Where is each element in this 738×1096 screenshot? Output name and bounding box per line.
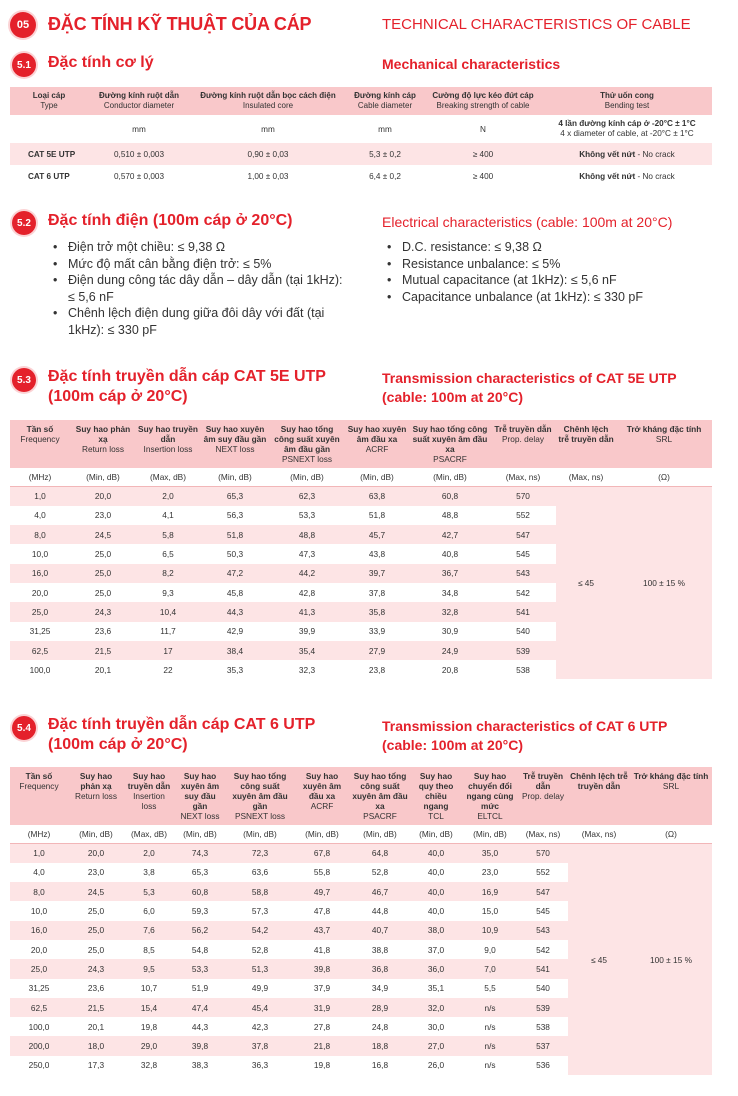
table-cell: n/s	[462, 998, 518, 1017]
table-header: Suy hao tổng công suất xuyên âm đầu gần PSNEXT loss	[270, 420, 344, 468]
list-item: • D.C. resistance: ≤ 9,38 Ω	[382, 239, 712, 256]
table-cell: 16,9	[462, 882, 518, 901]
unit-cell: (Max, ns)	[490, 468, 556, 487]
table-cell: 539	[490, 641, 556, 660]
table-header: Suy hao phản xạ Return loss	[70, 420, 136, 468]
table-cell: 37,8	[368, 587, 386, 598]
list-item: • Điện trở một chiều: ≤ 9,38 Ω	[48, 239, 348, 256]
table-cell: 20,1	[94, 664, 112, 675]
table-cell: 47,4	[174, 998, 226, 1017]
table-cell: 539	[518, 998, 568, 1017]
table-cell: 38,4	[200, 641, 270, 660]
impedance-value: 100 ± 15 %	[630, 844, 712, 1076]
table-cell: 44,3	[191, 1021, 209, 1032]
section-title-en: TECHNICAL CHARACTERISTICS OF CABLE	[382, 16, 691, 33]
table-cell: 8,5	[143, 944, 155, 955]
table-cell: 42,8	[298, 587, 316, 598]
cat5-title-vn: Đặc tính truyền dẫn cáp CAT 5E UTP (100m cáp ở 20°C)	[48, 368, 326, 405]
section-title-vn: ĐẶC TÍNH KỸ THUẬT CỦA CÁP	[48, 14, 312, 34]
table-cell: 64,8	[350, 844, 410, 863]
table-cell: 40,8	[441, 549, 459, 560]
table-cell: 62,5	[10, 641, 70, 660]
table-cell: 200,0	[10, 1036, 68, 1055]
table-cell: 547	[518, 882, 568, 901]
table-cell: 32,0	[410, 998, 462, 1017]
table-cell: 538	[516, 664, 530, 675]
table-header: Trễ truyền dẫn Prop. delay	[490, 420, 556, 468]
table-cell: 63,8	[344, 487, 410, 506]
cat5-title-en: Transmission characteristics of CAT 5E UTP (cable: 100m at 20°C)	[382, 370, 677, 405]
table-cell: 6,0	[143, 906, 155, 917]
unit-cell: (Max, dB)	[124, 825, 174, 844]
table-cell: 15,4	[124, 998, 174, 1017]
table-cell: 25,0	[94, 549, 112, 560]
table-cell: 40,0	[410, 844, 462, 863]
unit-cell: (Min, dB)	[350, 825, 410, 844]
table-cell: 43,7	[294, 921, 350, 940]
table-cell: 25,0	[70, 564, 136, 583]
table-cell: 24,3	[70, 602, 136, 621]
table-cell: 33,9	[368, 626, 386, 637]
table-cell: 60,8	[174, 882, 226, 901]
cat5-transmission-table	[10, 420, 712, 679]
table-cell: n/s	[484, 1021, 496, 1032]
table-cell: 41,3	[270, 602, 344, 621]
table-cell: 21,8	[294, 1036, 350, 1055]
section-badge-05: 05	[10, 12, 36, 38]
unit-cell: (Min, dB)	[68, 825, 124, 844]
table-cell: 30,0	[427, 1021, 445, 1032]
table-cell: 5,5	[484, 983, 496, 994]
table-cell: 45,7	[344, 525, 410, 544]
table-cell: 29,0	[124, 1036, 174, 1055]
table-cell: 54,2	[226, 921, 294, 940]
table-cell: 25,0	[68, 921, 124, 940]
table-cell: 36,3	[251, 1060, 269, 1071]
table-cell: 60,8	[410, 487, 490, 506]
mech-title-vn: Đặc tính cơ lý	[48, 54, 154, 71]
mech-header: Đường kính ruột dẫn bọc cách điện Insulated core	[190, 87, 346, 115]
table-cell: 21,5	[70, 641, 136, 660]
table-cell: 1,0	[10, 487, 70, 506]
table-cell: 10,0	[30, 906, 48, 917]
table-cell: 20,0	[31, 587, 49, 598]
table-cell: 38,8	[371, 944, 389, 955]
table-cell: 5,8	[136, 525, 200, 544]
table-cell: 4,0	[33, 867, 45, 878]
unit-cell: (MHz)	[10, 825, 68, 844]
unit-cell: (Min, dB)	[294, 825, 350, 844]
table-cell: 9,5	[124, 959, 174, 978]
mech-header: Cường độ lực kéo đứt cáp Breaking strength of cable	[424, 87, 542, 115]
unit-cell: (Min, dB)	[462, 825, 518, 844]
table-cell: n/s	[484, 1060, 496, 1071]
table-header: Chênh lệch trễ truyền dẫn	[568, 767, 630, 825]
table-cell: 11,7	[160, 626, 176, 637]
table-cell: 7,6	[124, 921, 174, 940]
table-cell: 541	[490, 602, 556, 621]
table-cell: 36,7	[410, 564, 490, 583]
table-header: Suy hao quy theo chiều ngang TCL	[410, 767, 462, 825]
table-cell: 25,0	[10, 602, 70, 621]
table-cell: 50,3	[226, 549, 244, 560]
subsection-badge-5-1: 5.1	[12, 53, 36, 77]
table-header: Tần số Frequency	[10, 420, 70, 468]
table-header: Trở kháng đặc tính SRL	[616, 420, 712, 468]
table-cell: 32,8	[140, 1060, 158, 1071]
table-cell: 538	[536, 1021, 550, 1032]
list-item: • Resistance unbalance: ≤ 5%	[382, 256, 712, 273]
unit-cell: (Min, dB)	[174, 825, 226, 844]
table-cell: 58,8	[226, 882, 294, 901]
table-cell: 26,0	[427, 1060, 445, 1071]
table-cell: 24,9	[410, 641, 490, 660]
table-cell: 24,5	[68, 882, 124, 901]
table-cell: 542	[536, 944, 550, 955]
table-cell: 65,3	[200, 487, 270, 506]
table-cell: 72,3	[226, 844, 294, 863]
cat6-transmission-table	[10, 767, 712, 1075]
table-cell: 24,3	[68, 959, 124, 978]
subsection-badge-5-2: 5.2	[12, 211, 36, 235]
table-cell: 47,2	[200, 564, 270, 583]
table-cell: 545	[516, 549, 530, 560]
table-cell: 40,7	[350, 921, 410, 940]
table-cell: 31,25	[28, 983, 50, 994]
unit-cell: (Max, ns)	[556, 468, 616, 487]
table-cell: 20,1	[87, 1021, 105, 1032]
table-cell: 19,8	[313, 1060, 331, 1071]
table-cell: 51,8	[200, 525, 270, 544]
elec-list-vn	[48, 239, 348, 338]
table-cell: 56,3	[226, 510, 244, 521]
table-cell: 23,0	[87, 867, 105, 878]
table-cell: 49,9	[251, 983, 269, 994]
table-cell: 8,2	[136, 564, 200, 583]
table-row: CAT 6 UTP 0,570 ± 0,003 1,00 ± 0,03 6,4 ± 0,2 ≥ 400 Không vết nứt - No crack	[28, 171, 675, 181]
unit-cell: (Min, dB)	[200, 468, 270, 487]
table-cell: 10,9	[462, 921, 518, 940]
table-cell: 39,8	[174, 1036, 226, 1055]
table-cell: 8,0	[10, 525, 70, 544]
table-cell: 17,3	[87, 1060, 105, 1071]
table-cell: 25,0	[87, 944, 105, 955]
table-cell: 25,0	[87, 906, 105, 917]
table-cell: 18,8	[350, 1036, 410, 1055]
table-cell: 22	[163, 664, 173, 675]
unit-cell: (Ω)	[616, 468, 712, 487]
mechanical-table	[10, 87, 712, 187]
table-cell: 48,8	[441, 510, 459, 521]
table-cell: 10,7	[140, 983, 158, 994]
table-cell: 38,0	[410, 921, 462, 940]
table-cell: 547	[490, 525, 556, 544]
table-cell: 65,3	[191, 867, 209, 878]
table-cell: 45,4	[226, 998, 294, 1017]
table-cell: 56,2	[174, 921, 226, 940]
table-cell: 40,0	[427, 906, 445, 917]
table-cell: 24,8	[371, 1021, 389, 1032]
list-item: • Mutual capacitance (at 1kHz): ≤ 5,6 nF	[382, 272, 712, 289]
table-cell: 35,0	[462, 844, 518, 863]
table-cell: n/s	[462, 1036, 518, 1055]
table-row	[10, 487, 712, 506]
mech-header: Thử uốn cong Bending test	[542, 87, 712, 115]
table-cell: 37,0	[427, 944, 445, 955]
table-cell: 40,0	[427, 867, 445, 878]
table-cell: 4,0	[34, 510, 46, 521]
table-cell: 543	[518, 921, 568, 940]
table-cell: 39,8	[294, 959, 350, 978]
table-cell: 8,0	[10, 882, 68, 901]
table-cell: 20,0	[70, 487, 136, 506]
table-header: Suy hao truyền dẫn Insertion loss	[136, 420, 200, 468]
unit-cell: (Min, dB)	[226, 825, 294, 844]
table-cell: 20,0	[30, 944, 48, 955]
table-cell: 44,2	[270, 564, 344, 583]
table-cell: 1,0	[10, 844, 68, 863]
table-cell: 2,0	[136, 487, 200, 506]
table-cell: 570	[490, 487, 556, 506]
table-cell: 37,8	[226, 1036, 294, 1055]
skew-value: ≤ 45	[568, 844, 630, 1076]
table-cell: 37,9	[313, 983, 331, 994]
table-cell: 18,0	[68, 1036, 124, 1055]
table-cell: 41,8	[313, 944, 331, 955]
table-cell: 67,8	[294, 844, 350, 863]
table-cell: 23,8	[368, 664, 386, 675]
elec-list-en	[382, 239, 712, 305]
unit-cell: mm	[261, 124, 275, 134]
table-cell: 543	[490, 564, 556, 583]
table-cell: 540	[536, 983, 550, 994]
unit-cell: mm	[378, 124, 392, 134]
table-header: Suy hao xuyên âm suy đầu gần NEXT loss	[174, 767, 226, 825]
table-cell: 4,1	[162, 510, 174, 521]
mech-title-en: Mechanical characteristics	[382, 56, 561, 72]
table-header: Suy hao xuyên âm đầu xa ACRF	[344, 420, 410, 468]
table-cell: 49,7	[294, 882, 350, 901]
table-cell: 25,0	[10, 959, 68, 978]
table-cell: 47,3	[298, 549, 316, 560]
table-cell: 40,0	[410, 882, 462, 901]
unit-cell: (MHz)	[10, 468, 70, 487]
table-cell: 21,5	[68, 998, 124, 1017]
list-item: • Capacitance unbalance (at 1kHz): ≤ 330 pF	[382, 289, 712, 306]
table-cell: 44,8	[371, 906, 389, 917]
table-cell: 17	[136, 641, 200, 660]
mech-header: Đường kính ruột dẫn Conductor diameter	[88, 87, 190, 115]
table-cell: 51,3	[226, 959, 294, 978]
elec-title-en: Electrical characteristics (cable: 100m at 20°C)	[382, 214, 673, 230]
table-cell: 10,0	[31, 549, 49, 560]
table-cell: 35,1	[427, 983, 445, 994]
table-cell: 62,3	[270, 487, 344, 506]
table-cell: 9,3	[162, 587, 174, 598]
table-cell: 28,9	[350, 998, 410, 1017]
unit-cell: (Min, dB)	[344, 468, 410, 487]
table-cell: 23,0	[94, 510, 112, 521]
table-cell: 27,0	[410, 1036, 462, 1055]
unit-cell: (Max, ns)	[518, 825, 568, 844]
skew-value: ≤ 45	[556, 487, 616, 680]
table-cell: 537	[518, 1036, 568, 1055]
table-cell: 42,3	[251, 1021, 269, 1032]
table-header: Chênh lệch trễ truyền dẫn	[556, 420, 616, 468]
table-cell: 42,7	[410, 525, 490, 544]
table-cell: 536	[536, 1060, 550, 1071]
unit-cell: (Max, ns)	[568, 825, 630, 844]
cat6-title-vn: Đặc tính truyền dẫn cáp CAT 6 UTP (100m cáp ở 20°C)	[48, 716, 316, 753]
table-cell: 20,8	[441, 664, 459, 675]
mech-header: Loại cáp Type	[10, 87, 88, 115]
table-cell: 36,8	[350, 959, 410, 978]
table-cell: 54,8	[191, 944, 209, 955]
elec-title-vn: Đặc tính điện (100m cáp ở 20°C)	[48, 212, 293, 229]
table-cell: 31,9	[294, 998, 350, 1017]
unit-cell: (Ω)	[630, 825, 712, 844]
table-header: Suy hao tổng công suất xuyên âm đầu xa PSACRF	[410, 420, 490, 468]
list-item: • Chênh lệch điện dung giữa đôi dây với đất (tại 1kHz): ≤ 330 pF	[48, 305, 348, 338]
table-cell: 32,8	[410, 602, 490, 621]
unit-cell: N	[480, 124, 486, 134]
table-cell: 63,6	[251, 867, 269, 878]
table-cell: 20,0	[68, 844, 124, 863]
table-cell: 51,9	[191, 983, 209, 994]
table-cell: 100,0	[28, 1021, 50, 1032]
table-cell: 45,8	[226, 587, 244, 598]
table-header: Suy hao tổng công suất xuyên âm đầu xa PSACRF	[350, 767, 410, 825]
unit-cell: (Min, dB)	[410, 825, 462, 844]
table-header: Suy hao phản xạ Return loss	[68, 767, 124, 825]
unit-cell: (Max, dB)	[136, 468, 200, 487]
table-cell: 74,3	[174, 844, 226, 863]
table-cell: 10,4	[136, 602, 200, 621]
table-cell: 27,8	[313, 1021, 331, 1032]
impedance-value: 100 ± 15 %	[616, 487, 712, 680]
table-cell: 51,8	[368, 510, 386, 521]
table-cell: 35,8	[344, 602, 410, 621]
list-item: • Điện dung công tác dây dẫn – dây dẫn (tại 1kHz): ≤ 5,6 nF	[48, 272, 348, 305]
mech-units-row	[10, 115, 712, 143]
table-cell: 16,0	[10, 564, 70, 583]
table-cell: 545	[536, 906, 550, 917]
table-cell: 15,0	[481, 906, 499, 917]
table-cell: 39,9	[298, 626, 316, 637]
table-cell: 53,3	[298, 510, 316, 521]
unit-cell: (Min, dB)	[270, 468, 344, 487]
table-cell: 62,5	[10, 998, 68, 1017]
table-cell: 43,8	[368, 549, 386, 560]
table-cell: 38,3	[191, 1060, 209, 1071]
table-cell: 25,0	[94, 587, 112, 598]
table-cell: 552	[516, 510, 530, 521]
table-cell: 542	[516, 587, 530, 598]
table-cell: 5,3	[124, 882, 174, 901]
table-header: Tần số Frequency	[10, 767, 68, 825]
table-cell: 16,8	[371, 1060, 389, 1071]
table-cell: 32,3	[298, 664, 316, 675]
table-header: Suy hao xuyên âm suy đầu gần NEXT loss	[200, 420, 270, 468]
table-cell: 39,7	[344, 564, 410, 583]
table-header: Trễ truyền dẫn Prop. delay	[518, 767, 568, 825]
table-cell: 46,7	[350, 882, 410, 901]
table-cell: 552	[536, 867, 550, 878]
table-cell: 42,9	[226, 626, 244, 637]
table-cell: 44,3	[200, 602, 270, 621]
table-header: Trở kháng đặc tính SRL	[630, 767, 712, 825]
table-cell: 52,8	[251, 944, 269, 955]
table-cell: 19,8	[140, 1021, 158, 1032]
table-cell: 540	[516, 626, 530, 637]
table-row: CAT 5E UTP 0,510 ± 0,003 0,90 ± 0,03 5,3 ± 0,2 ≥ 400 Không vết nứt - No crack	[10, 143, 712, 165]
table-cell: 34,8	[441, 587, 459, 598]
table-header: Suy hao xuyên âm đầu xa ACRF	[294, 767, 350, 825]
table-cell: 35,4	[270, 641, 344, 660]
table-cell: 48,8	[270, 525, 344, 544]
table-cell: 2,0	[124, 844, 174, 863]
bend-condition: 4 lần đường kính cáp ở -20°C ± 1°C 4 x diameter of cable, at -20°C ± 1°C	[558, 119, 696, 138]
table-cell: 27,9	[344, 641, 410, 660]
unit-cell: mm	[132, 124, 146, 134]
table-cell: 31,25	[29, 626, 51, 637]
table-cell: 47,8	[313, 906, 331, 917]
table-header: Suy hao chuyển đổi ngang cùng mức ELTCL	[462, 767, 518, 825]
unit-cell: (Min, dB)	[70, 468, 136, 487]
table-cell: 36,0	[410, 959, 462, 978]
table-cell: 16,0	[10, 921, 68, 940]
table-cell: 23,0	[481, 867, 499, 878]
table-cell: 7,0	[462, 959, 518, 978]
subsection-badge-5-3: 5.3	[12, 368, 36, 392]
cat6-title-en: Transmission characteristics of CAT 6 UTP (cable: 100m at 20°C)	[382, 718, 668, 753]
table-cell: 24,5	[70, 525, 136, 544]
table-cell: 250,0	[28, 1060, 50, 1071]
table-cell: 35,3	[226, 664, 244, 675]
table-cell: 100,0	[29, 664, 51, 675]
table-cell: 3,8	[143, 867, 155, 878]
table-cell: 52,8	[371, 867, 389, 878]
table-cell: 570	[518, 844, 568, 863]
table-header: Suy hao truyền dẫn Insertion loss	[124, 767, 174, 825]
table-cell: 55,8	[313, 867, 331, 878]
table-cell: 59,3	[191, 906, 209, 917]
table-cell: 541	[518, 959, 568, 978]
mech-header: Đường kính cáp Cable diameter	[346, 87, 424, 115]
table-cell: 9,0	[484, 944, 496, 955]
subsection-badge-5-4: 5.4	[12, 716, 36, 740]
table-cell: 34,9	[371, 983, 389, 994]
list-item: • Mức độ mất cân bằng điện trở: ≤ 5%	[48, 256, 348, 273]
table-header: Suy hao tổng công suất xuyên âm đầu gần PSNEXT loss	[226, 767, 294, 825]
table-cell: 6,5	[162, 549, 174, 560]
unit-cell: (Min, dB)	[410, 468, 490, 487]
table-cell: 23,6	[87, 983, 105, 994]
table-cell: 53,3	[174, 959, 226, 978]
table-cell: 57,3	[251, 906, 269, 917]
table-cell: 23,6	[94, 626, 112, 637]
table-row	[10, 844, 712, 863]
table-cell: 30,9	[441, 626, 459, 637]
